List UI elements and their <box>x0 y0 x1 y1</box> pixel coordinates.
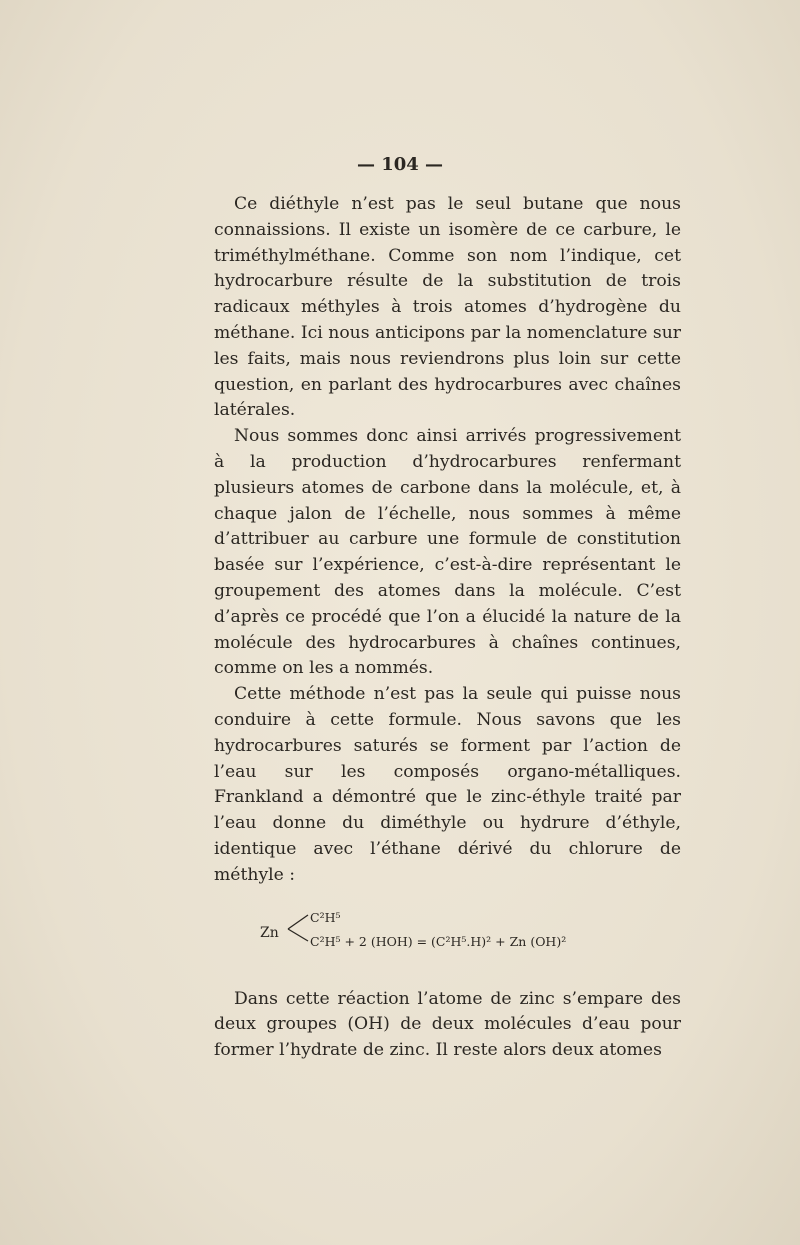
paragraph-2: Nous sommes donc ainsi arrivés progressivement à la production d’hydrocarbures renfermant plusieurs atomes de carbone dans la molécule, et, à chaque jalon de l’échelle, nous sommes à même d’attribuer au carbure une formule de constitution basée sur l’expérience, c’est-à-dire représentant le groupement des atomes dans la molécule. C’est d’après ce procédé que l’on a élucidé la nature de la molécule des hydrocarbures à chaînes continues, comme on les a nommés. <box>214 426 681 679</box>
branch-bracket-icon <box>286 911 312 947</box>
formula-top-group: C²H⁵ <box>310 909 341 925</box>
paragraph-1: Ce diéthyle n’est pas le seul butane que nous connaissions. Il existe un isomère de ce carbure, le triméthylméthane. Comme son nom l’indique, cet hydrocarbure résulte de la substitution de trois radicaux méthyles à trois atomes d’hydrogène du méthane. Ici nous anticipons par la nomenclature sur les faits, mais nous reviendrons plus loin sur cette question, en parlant des hydrocarbures avec chaînes latérales. <box>214 194 681 421</box>
chemical-equation <box>214 903 681 965</box>
paragraph-4: Dans cette réaction l’atome de zinc s’empare des deux groupes (OH) de deux molécules d’eau pour former l’hydrate de zinc. Il reste alors deux atomes <box>214 988 681 1061</box>
page-number: — 104 — <box>356 154 444 175</box>
body-text <box>214 192 681 1064</box>
formula-zn: Zn <box>260 924 279 941</box>
paragraph-3: Cette méthode n’est pas la seule qui puisse nous conduire à cette formule. Nous savons que les hydrocarbures saturés se forment par l’action de l’eau sur les composés organo-métalliques. Frankland a démontré que le zinc-éthyle traité par l’eau donne du diméthyle ou hydrure d’éthyle, identique avec l’éthane dérivé du chlorure de méthyle : <box>214 684 681 885</box>
formula-bottom-line: C²H⁵ + 2 (HOH) = (C²H⁵.H)² + Zn (OH)² <box>310 933 567 949</box>
